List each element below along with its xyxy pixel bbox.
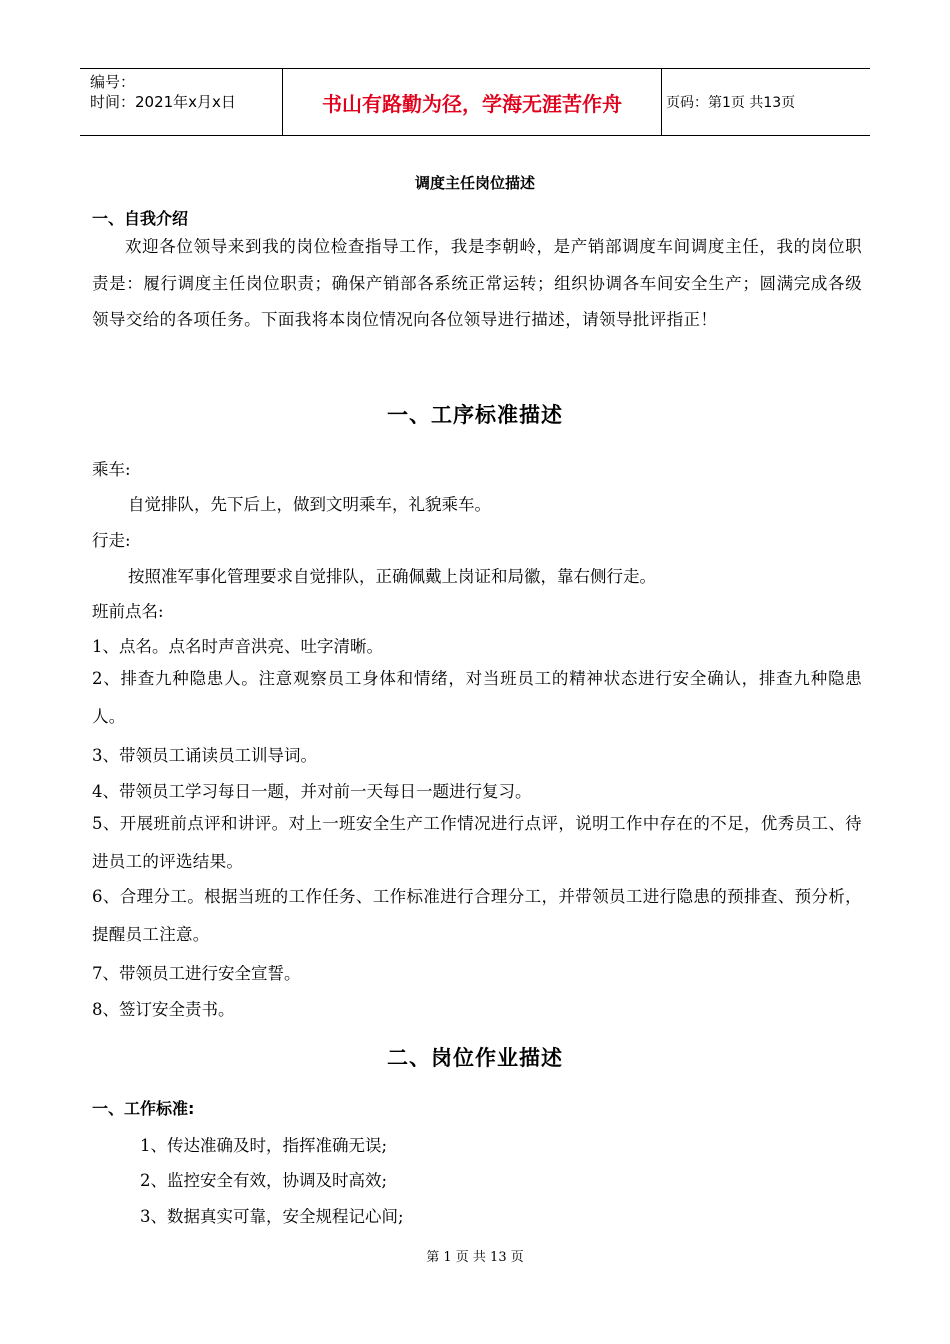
section1-heading: 一、工序标准描述 — [387, 403, 563, 427]
work-standard-heading: 一、工作标准: — [92, 1099, 195, 1118]
intro-paragraph: 欢迎各位领导来到我的岗位检查指导工作，我是李朝岭，是产销部调度车间调度主任，我的岗位职责是：履行调度主任岗位职责；确保产销部各系统正常运转；组织协调各车间安全生产；圆满完成各级领导交给的各项任务。下面我将本岗位情况向各位领导进行描述，请领导批评指正！ — [92, 237, 862, 329]
number-label: 编号： — [90, 73, 136, 91]
list-item: 3、带领员工诵读员工训导词。 — [92, 746, 317, 765]
ride-label: 乘车: — [92, 460, 131, 479]
list-item: 6、合理分工。根据当班的工作任务、工作标准进行合理分工，并带领员工进行隐患的预排查、预分析，提醒员工注意。 — [92, 887, 862, 944]
header-meta-cell — [80, 69, 282, 135]
list-item: 2、监控安全有效，协调及时高效; — [140, 1171, 388, 1190]
document-title: 调度主任岗位描述 — [414, 174, 535, 192]
list-item: 7、带领员工进行安全宣誓。 — [92, 964, 301, 983]
section2-heading: 二、岗位作业描述 — [387, 1046, 563, 1070]
header-motto: 书山有路勤为径，学海无涯苦作舟 — [322, 91, 622, 116]
list-item: 1、传达准确及时，指挥准确无误; — [140, 1136, 388, 1155]
time-label: 时间：2021年x月x日 — [90, 93, 236, 111]
list-item: 3、数据真实可靠，安全规程记心间; — [140, 1207, 404, 1226]
list-item: 5、开展班前点评和讲评。对上一班安全生产工作情况进行点评，说明工作中存在的不足，优秀员工、待进员工的评选结果。 — [92, 814, 862, 871]
walk-text: 按照准军事化管理要求自觉排队，正确佩戴上岗证和局徽，靠右侧行走。 — [128, 567, 656, 586]
list-item: 8、签订安全责书。 — [92, 1000, 235, 1019]
walk-label: 行走: — [92, 531, 131, 550]
list-item: 4、带领员工学习每日一题，并对前一天每日一题进行复习。 — [92, 782, 532, 801]
page-footer: 第 1 页 共 13 页 — [426, 1250, 524, 1265]
intro-heading: 一、自我介绍 — [92, 209, 189, 228]
ride-text: 自觉排队，先下后上，做到文明乘车，礼貌乘车。 — [128, 495, 491, 514]
list-item: 2、排查九种隐患人。注意观察员工身体和情绪，对当班员工的精神状态进行安全确认，排查九种隐患人。 — [92, 669, 862, 726]
list-item: 1、点名。点名时声音洪亮、吐字清晰。 — [92, 637, 383, 656]
header-page-code: 页码：第1页 共13页 — [666, 95, 796, 111]
document-header-table — [80, 68, 870, 136]
roll-call-label: 班前点名: — [92, 602, 164, 621]
